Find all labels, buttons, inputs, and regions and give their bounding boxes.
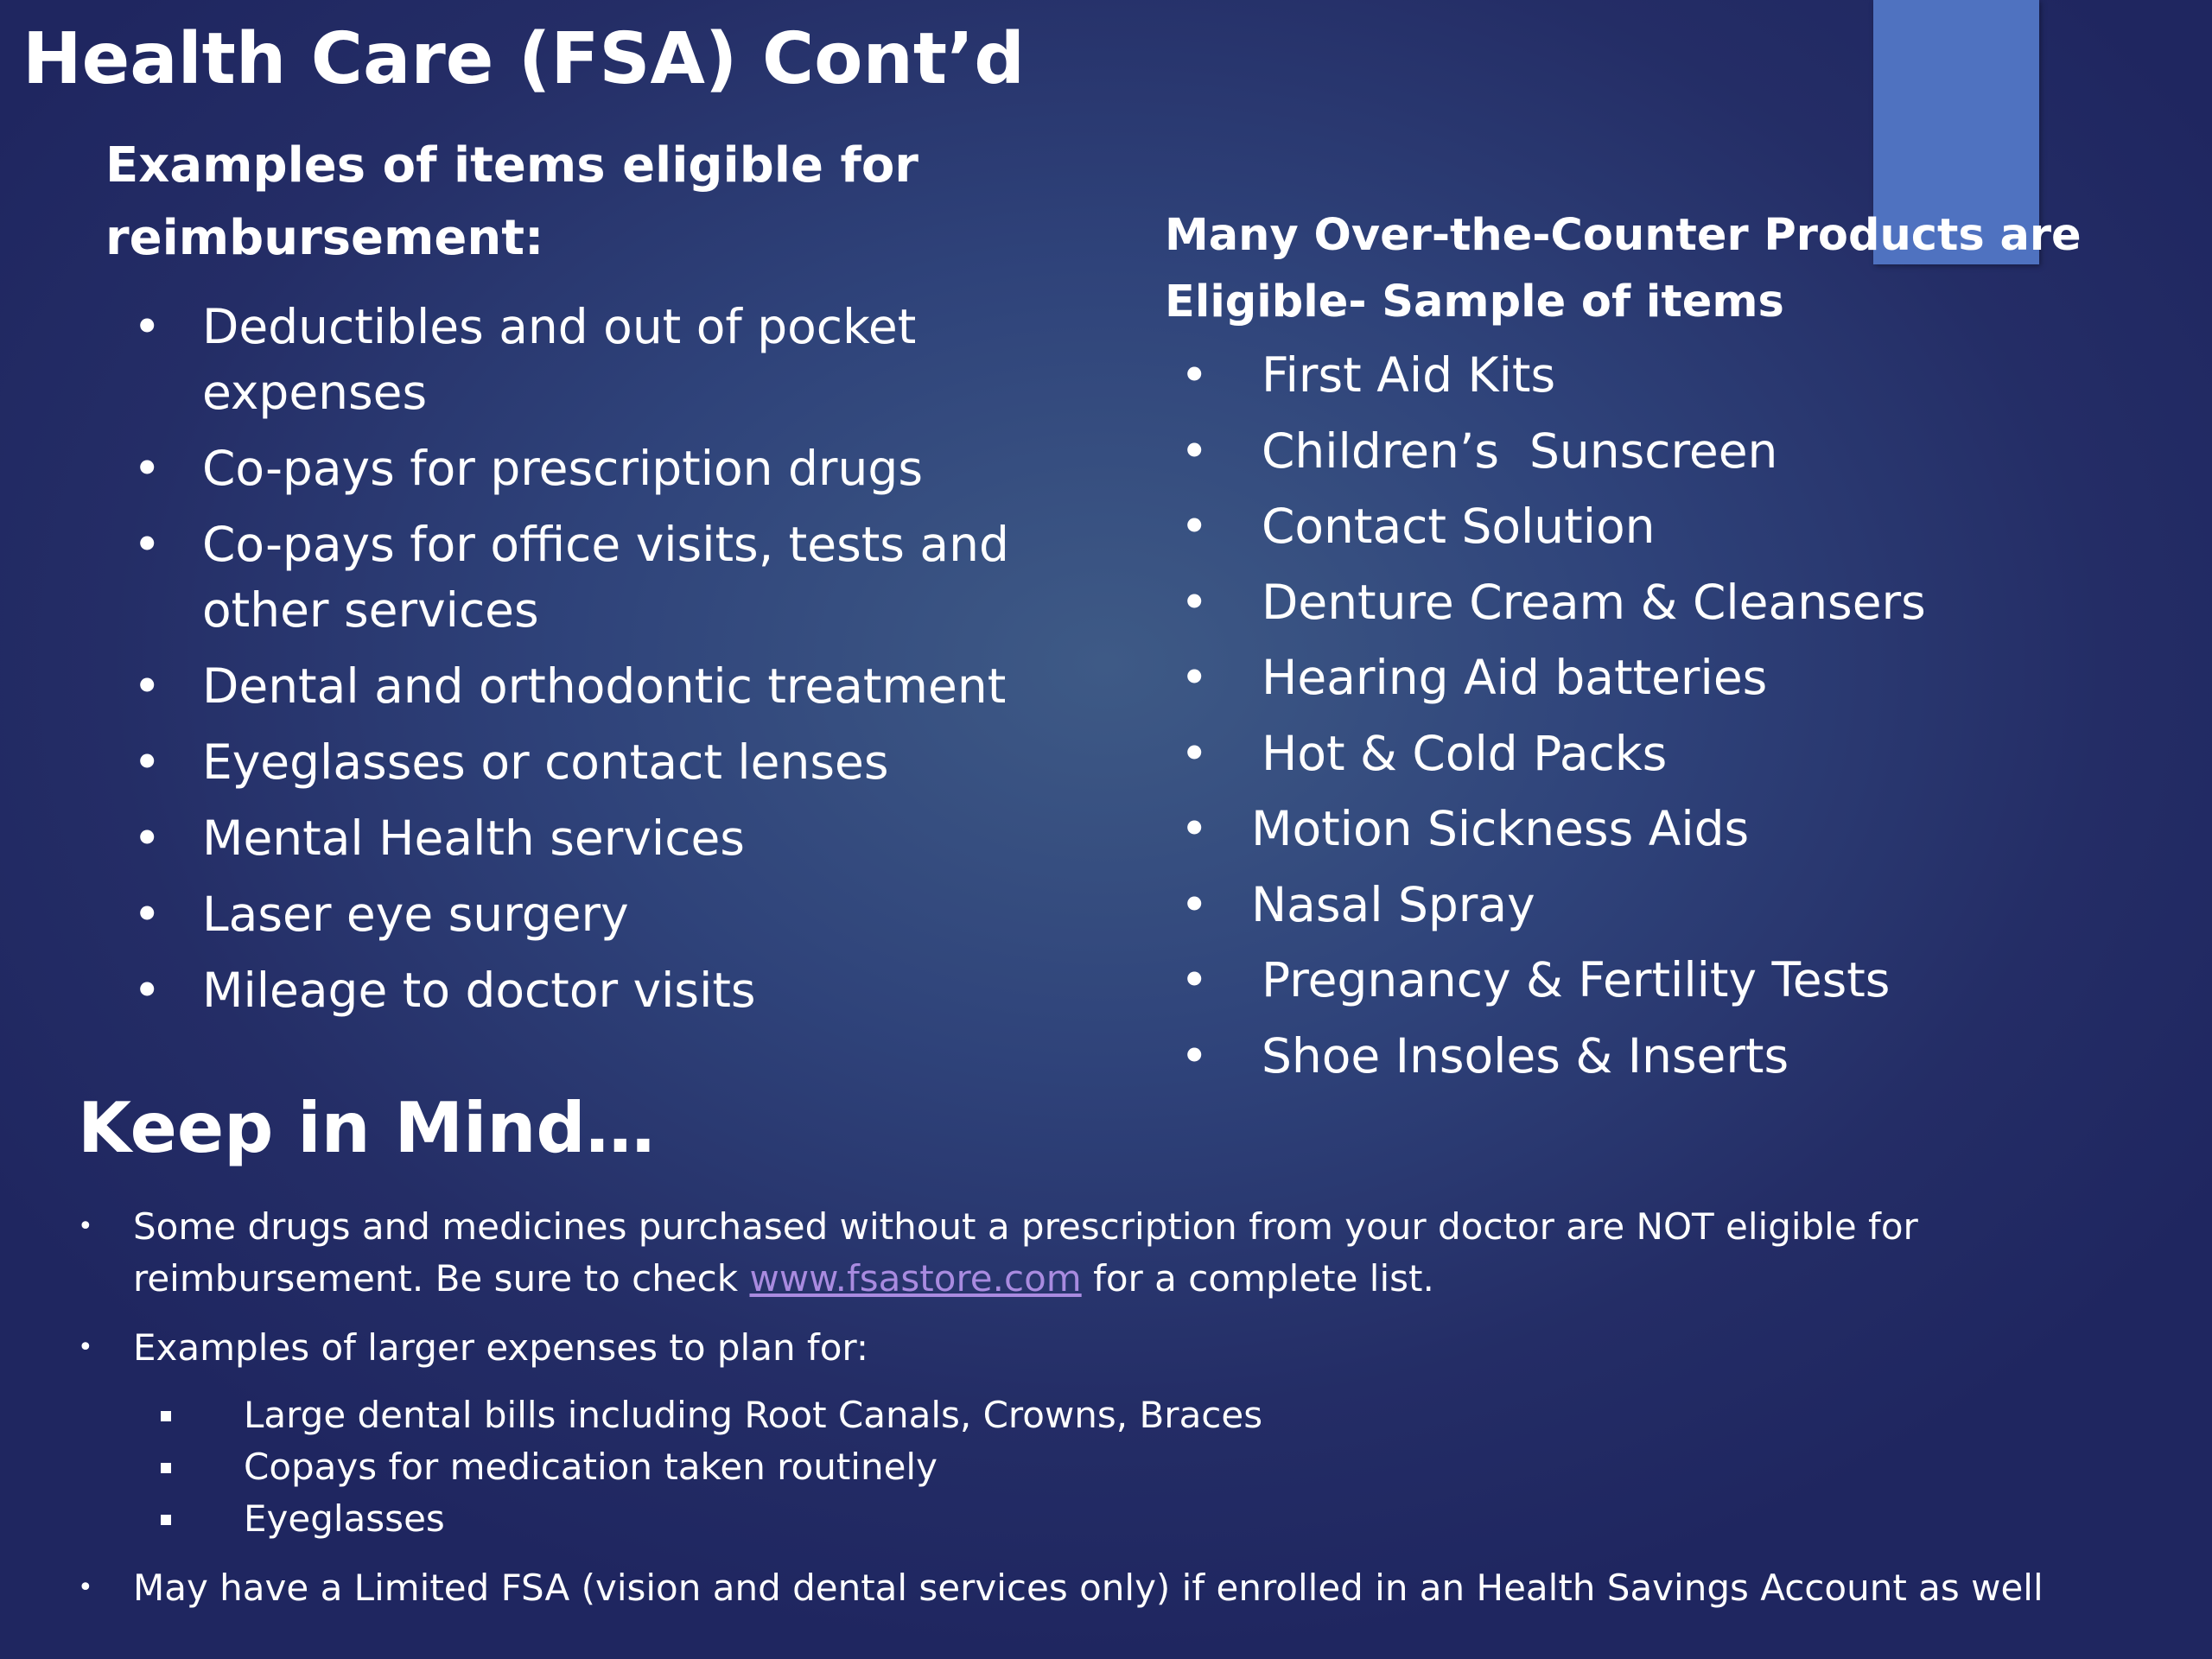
bullet-icon: • [1180,725,1209,781]
list-item [128,881,1113,947]
list-item [128,653,1113,719]
list-item-text: Mental Health services [202,810,745,866]
list-item-text: May have a Limited FSA (vision and dental services only) if enrolled in an Health Savings Account as well [133,1567,2044,1609]
otc-products-heading: Many Over-the-Counter Products are Eligible- Sample of items [1165,210,2082,327]
sub-list-item [133,1493,2169,1545]
list-item [1175,947,2195,1013]
larger-expenses-list [133,1389,2169,1545]
list-item [128,512,1113,643]
sub-list-item-text: Copays for medication taken routinely [244,1446,938,1488]
list-item [128,729,1113,795]
eligible-items-heading: Examples of items eligible for reimbursement: [105,137,918,266]
bullet-icon: • [133,810,162,866]
bullet-icon: • [78,1573,93,1603]
list-item [128,957,1113,1023]
bullet-icon: • [78,1211,93,1242]
list-item [1175,418,2195,484]
bullet-icon: • [1180,347,1209,403]
bullet-icon: • [133,658,162,714]
list-item [1175,342,2195,408]
list-item-text: Nasal Spray [1251,876,1535,932]
list-item [128,435,1113,501]
list-item [1175,721,2195,786]
list-item-text: Children’s Sunscreen [1262,423,1778,479]
list-item-text: Hot & Cold Packs [1262,725,1668,781]
fsastore-link[interactable]: www.fsastore.com [749,1257,1082,1300]
list-item-text: Mileage to doctor visits [202,963,756,1018]
list-item-text: Hearing Aid batteries [1262,650,1768,705]
list-item-text: for a complete list. [1093,1257,1434,1300]
square-bullet-icon [161,1411,171,1421]
sub-list-item [133,1441,2169,1493]
list-item-text: Eyeglasses or contact lenses [202,734,889,790]
bullet-icon: • [1180,1027,1209,1084]
list-item [128,805,1113,871]
list-item-text: Contact Solution [1262,499,1656,554]
list-item [1175,1023,2195,1089]
slide-title: Health Care (FSA) Cont’d [22,18,1025,100]
list-item [1175,493,2195,559]
eligible-items-list [128,294,1113,1033]
list-item [128,294,1113,425]
list-item-text: Examples of larger expenses to plan for: [133,1326,869,1369]
list-item-text: Co-pays for prescription drugs [202,441,923,496]
sub-list-item [133,1389,2169,1441]
bullet-icon: • [133,517,162,572]
list-item-text: Shoe Insoles & Inserts [1262,1027,1789,1084]
keep-in-mind-heading: Keep in Mind… [78,1088,655,1168]
bullet-icon: • [1180,423,1209,479]
bullet-icon: • [1180,801,1209,856]
square-bullet-icon [161,1463,171,1473]
bullet-icon: • [133,734,162,790]
bullet-icon: • [1180,650,1209,705]
bullet-icon: • [133,963,162,1018]
list-item-text: Deductibles and out of pocket expenses [202,299,917,420]
list-item [78,1562,2169,1614]
otc-products-list [1175,342,2195,1098]
keep-in-mind-list [78,1201,2169,1631]
sub-list-item-text: Large dental bills including Root Canals, Crowns, Braces [244,1394,1263,1436]
list-item [78,1201,2169,1305]
bullet-icon: • [1180,876,1209,932]
list-item-text: Pregnancy & Fertility Tests [1262,952,1891,1007]
bullet-icon: • [1180,952,1209,1007]
list-item [1175,872,2195,938]
list-item-text: Dental and orthodontic treatment [202,658,1007,714]
sub-list-item-text: Eyeglasses [244,1497,445,1540]
list-item-text: Co-pays for office visits, tests and other services [202,517,1009,638]
bullet-icon: • [78,1332,93,1363]
bullet-icon: • [133,299,162,354]
list-item [1175,569,2195,635]
list-item [1175,796,2195,861]
list-item-text: Denture Cream & Cleansers [1262,574,1926,630]
list-item-text: Motion Sickness Aids [1251,801,1750,856]
bullet-icon: • [1180,574,1209,630]
square-bullet-icon [161,1515,171,1525]
bullet-icon: • [1180,499,1209,554]
bullet-icon: • [133,887,162,942]
list-item-text: Laser eye surgery [202,887,629,942]
bullet-icon: • [133,441,162,496]
list-item-text: First Aid Kits [1262,347,1556,403]
list-item-text: Some drugs and medicines purchased without a prescription from your doctor are NOT eligible for reimbursement. Be sure to check [133,1205,1918,1300]
list-item [78,1322,2169,1545]
list-item [1175,645,2195,710]
